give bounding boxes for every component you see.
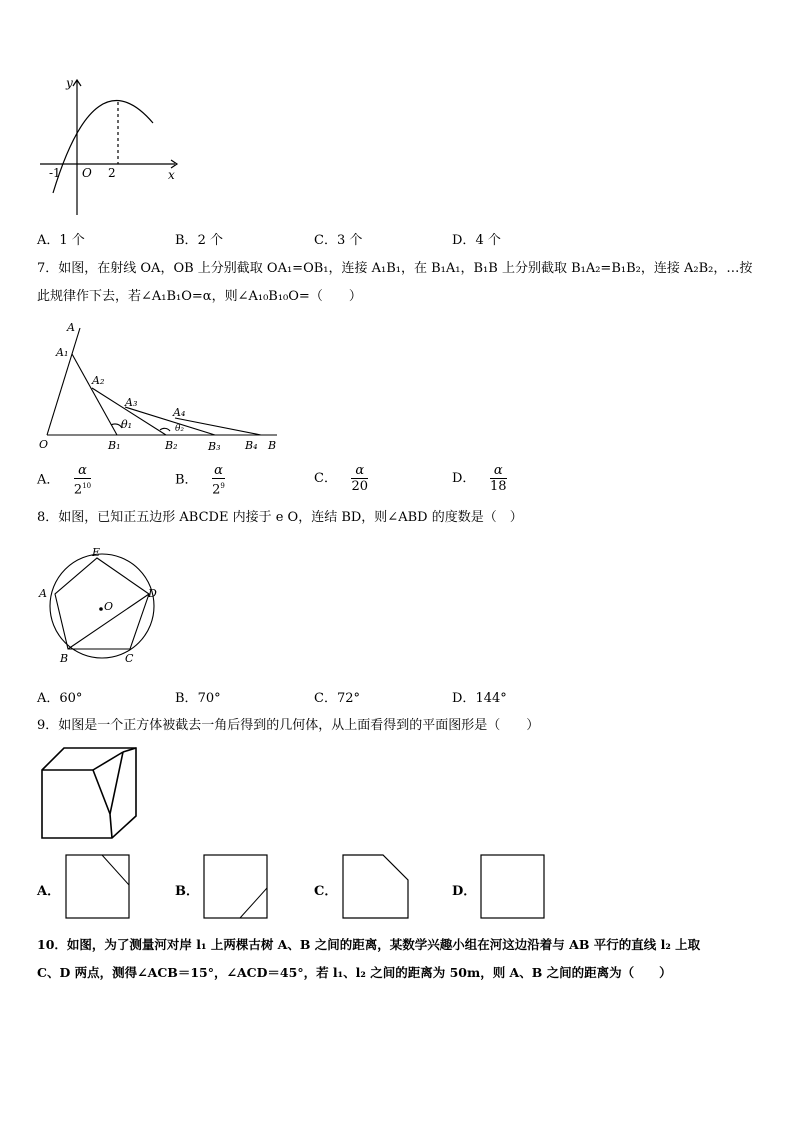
pentagon-circle-figure	[35, 545, 165, 670]
option-letter: A．	[37, 233, 60, 248]
option-text: 72°	[336, 691, 360, 706]
option-letter: A．	[37, 472, 60, 488]
neg-one-label: -1	[49, 166, 61, 180]
option-b[interactable]	[175, 229, 223, 248]
option-letter: C．	[314, 233, 337, 248]
question-text-line: 9．如图是一个正方体被截去一角后得到的几何体，从上面看得到的平面图形是（ ）	[37, 718, 540, 733]
label-a3: A₃	[125, 396, 138, 409]
option-letter: B．	[175, 233, 198, 248]
label-c: C	[125, 652, 134, 665]
option-letter: D．	[452, 471, 476, 486]
option-a[interactable]	[37, 229, 85, 248]
option-letter: A．	[37, 691, 60, 706]
fraction: $\frac{\alpha}{20}$	[351, 463, 369, 494]
label-e: E	[92, 546, 101, 559]
question-7	[37, 255, 757, 311]
option-a[interactable]	[37, 687, 82, 706]
option-letter: D．	[452, 233, 476, 248]
option-b-figure[interactable]	[203, 854, 269, 920]
option-d-figure[interactable]	[480, 854, 546, 920]
option-d[interactable]	[452, 229, 501, 248]
label-theta2: θ₂	[175, 424, 185, 434]
y-axis-label: y	[66, 76, 73, 90]
question-text-line: 此规律作下去，若∠A₁B₁O=α，则∠A₁₀B₁₀O=（ ）	[37, 289, 362, 304]
fraction: $\frac{\alpha}{2^9}$	[212, 463, 225, 498]
option-a-figure[interactable]	[65, 854, 131, 920]
label-b4: B₄	[245, 439, 258, 452]
label-b2: B₂	[165, 439, 178, 452]
label-a2: A₂	[92, 374, 105, 387]
fraction: $\frac{\alpha}{18}$	[489, 463, 507, 494]
parabola-graph	[35, 75, 185, 220]
option-c[interactable]	[314, 229, 362, 248]
label-a1: A₁	[56, 346, 69, 359]
option-letter: C．	[314, 471, 337, 486]
two-label: 2	[108, 166, 116, 180]
option-c-figure[interactable]	[343, 855, 408, 918]
option-b-letter: B．	[175, 884, 199, 899]
option-b[interactable]	[175, 463, 225, 497]
question-10	[37, 931, 757, 987]
option-text: 4 个	[475, 233, 501, 248]
option-b[interactable]	[175, 687, 221, 706]
fraction: $\frac{\alpha}{2^{10}}$	[73, 463, 92, 498]
option-c[interactable]	[314, 687, 360, 706]
question-text-line: 10．如图，为了测量河对岸 l₁ 上两棵古树 A、B 之间的距离，某数学兴趣小组在河这边沿着与 AB 平行的直线 l₂ 上取	[37, 937, 701, 952]
angle-sequence-figure	[35, 318, 285, 458]
x-axis-label: x	[168, 168, 175, 182]
label-b3: B₃	[208, 440, 221, 453]
option-letter: D．	[452, 691, 476, 706]
option-text: 1 个	[59, 233, 85, 248]
option-text: 3 个	[336, 233, 363, 248]
option-a[interactable]	[37, 463, 91, 497]
option-c-letter: C．	[314, 884, 338, 899]
question-text-line: 8．如图，已知正五边形 ABCDE 内接于 e O，连结 BD，则∠ABD 的度数是（ ）	[37, 510, 523, 525]
option-c[interactable]	[314, 463, 368, 494]
label-a4: A₄	[173, 406, 186, 419]
option-d-letter: D．	[452, 884, 477, 899]
cut-cube-figure	[38, 744, 140, 842]
option-text: 2 个	[197, 233, 223, 248]
question-8	[37, 504, 757, 532]
label-o: O	[104, 600, 114, 613]
option-letter: C．	[314, 691, 337, 706]
option-letter: B．	[175, 691, 198, 706]
question-text-line: 7．如图，在射线 OA，OB 上分别截取 OA₁=OB₁，连接 A₁B₁，在 B₁A₁，B₁B 上分别截取 B₁A₂=B₁B₂，连接 A₂B₂，…按	[37, 261, 753, 276]
option-a-letter: A．	[37, 884, 61, 899]
label-a: A	[39, 587, 47, 600]
question-text-line: C、D 两点，测得∠ACB＝15°，∠ACD＝45°，若 l₁、l₂ 之间的距离为 50m，则 A、B 之间的距离为（ ）	[37, 965, 672, 980]
label-a: A	[67, 321, 75, 334]
label-b: B	[268, 439, 277, 452]
label-o: O	[39, 438, 49, 451]
label-theta1: θ₁	[121, 418, 133, 431]
label-d: D	[148, 587, 157, 600]
option-text: 60°	[59, 691, 83, 706]
option-letter: B．	[175, 472, 198, 488]
option-text: 144°	[475, 691, 507, 706]
origin-label: O	[82, 166, 92, 180]
question-9	[37, 712, 757, 740]
option-text: 70°	[197, 691, 221, 706]
option-d[interactable]	[452, 687, 507, 706]
label-b1: B₁	[108, 439, 121, 452]
option-d[interactable]	[452, 463, 507, 494]
label-b: B	[60, 652, 69, 665]
